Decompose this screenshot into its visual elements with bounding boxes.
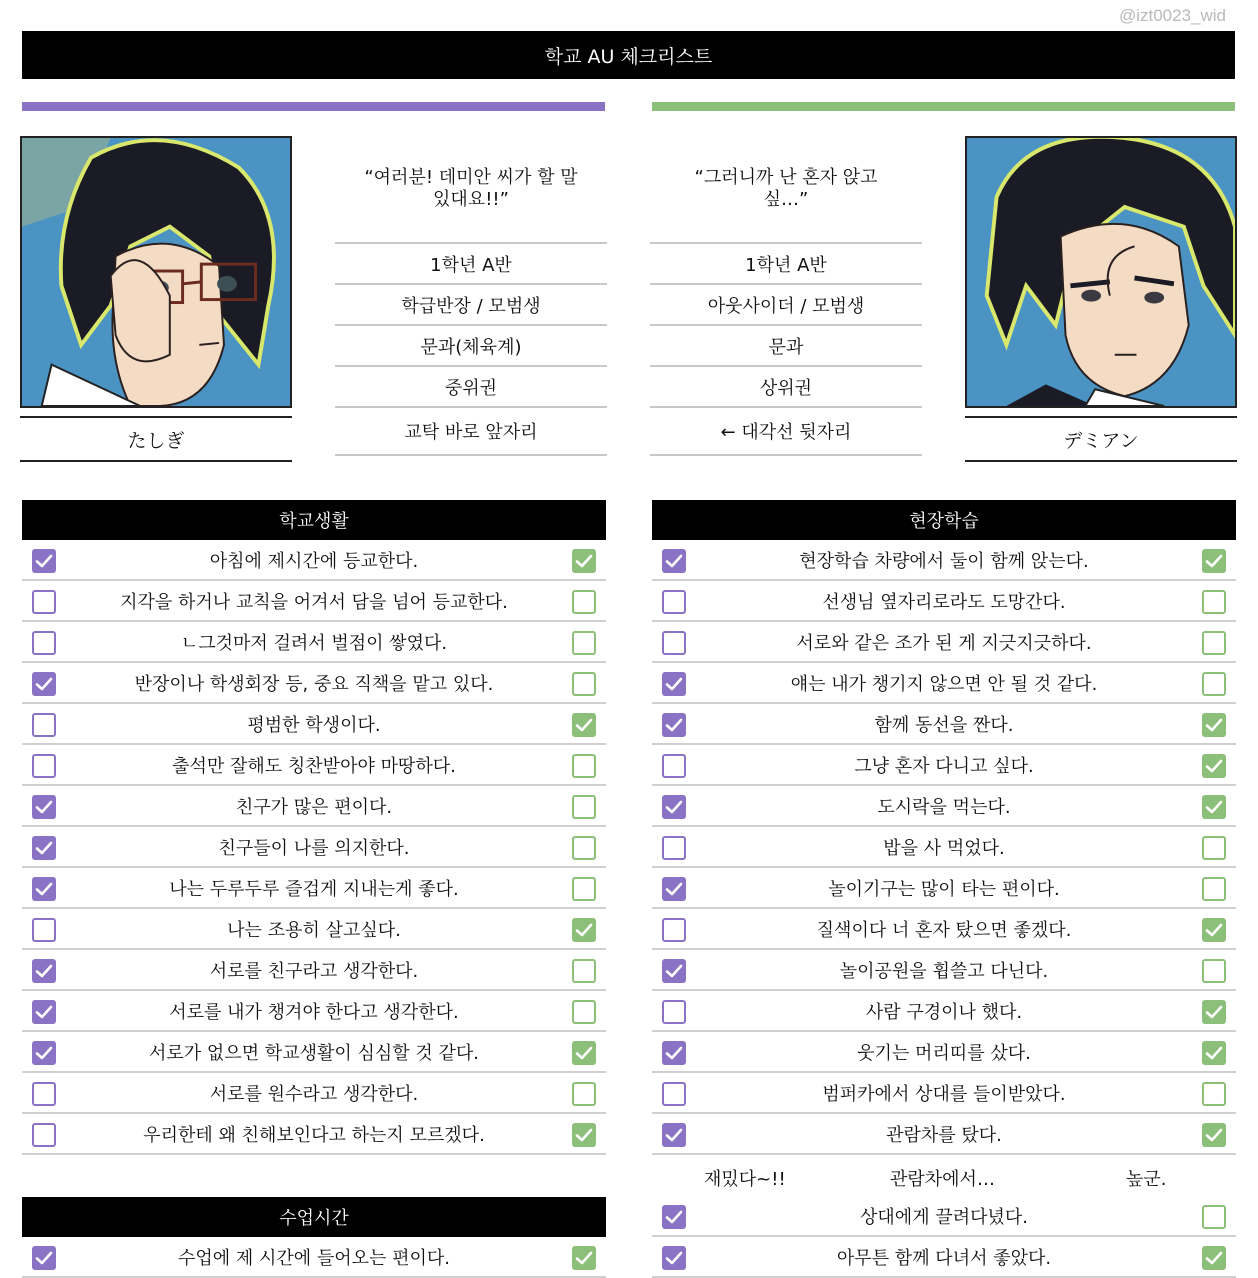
right-character-portrait	[965, 136, 1237, 408]
checklist-row	[652, 581, 1236, 622]
left-character-checkbox[interactable]	[32, 1041, 56, 1065]
section-field-trip	[652, 500, 1236, 1278]
left-character-checkbox[interactable]	[662, 959, 686, 983]
left-character-checkbox[interactable]	[662, 1000, 686, 1024]
checklist-row	[22, 827, 606, 868]
ferris-center-comment: 관람차에서…	[890, 1169, 995, 1190]
left-character-checkbox[interactable]	[32, 1246, 56, 1270]
checklist-row	[22, 1073, 606, 1114]
right-character-checkbox[interactable]	[572, 590, 596, 614]
left-character-checkbox[interactable]	[662, 754, 686, 778]
checklist-row	[22, 786, 606, 827]
checkmark-icon	[32, 672, 56, 696]
checklist-row	[652, 704, 1236, 745]
checklist-item-text: 밥을 사 먹었다.	[883, 837, 1005, 859]
checkmark-icon	[1202, 1246, 1226, 1270]
checklist-item-text: 현장학습 차량에서 둘이 함께 앉는다.	[799, 550, 1089, 572]
checklist-row	[652, 745, 1236, 786]
checklist-row	[652, 622, 1236, 663]
right-character-checkbox[interactable]	[1202, 1000, 1226, 1024]
checklist-item-text: ㄴ그것마저 걸려서 벌점이 쌓였다.	[180, 632, 448, 654]
right-character-checkbox[interactable]	[572, 672, 596, 696]
right-character-checkbox[interactable]	[572, 631, 596, 655]
checklist-row	[22, 1032, 606, 1073]
left-character-checkbox[interactable]	[662, 713, 686, 737]
left-character-checkbox[interactable]	[662, 918, 686, 942]
left-character-checkbox[interactable]	[662, 795, 686, 819]
left-accent-bar	[22, 102, 605, 111]
left-info-track: 문과(체육계)	[335, 324, 607, 365]
left-character-checkbox[interactable]	[32, 795, 56, 819]
checklist-item-text: 친구가 많은 편이다.	[235, 796, 393, 818]
right-character-checkbox[interactable]	[1202, 754, 1226, 778]
checkmark-icon	[1202, 795, 1226, 819]
field-trip-list-continued	[652, 1196, 1236, 1278]
left-character-checkbox[interactable]	[662, 877, 686, 901]
checkmark-icon	[32, 1246, 56, 1270]
checklist-row	[652, 540, 1236, 581]
checklist-row	[652, 1032, 1236, 1073]
left-character-checkbox[interactable]	[662, 590, 686, 614]
left-character-checkbox[interactable]	[32, 1082, 56, 1106]
right-character-checkbox[interactable]	[572, 877, 596, 901]
left-info-rank: 중위권	[335, 365, 607, 406]
checkmark-icon	[572, 1041, 596, 1065]
left-character-checkbox[interactable]	[662, 631, 686, 655]
checklist-row	[22, 663, 606, 704]
right-character-name: デミアン	[965, 416, 1237, 462]
checklist-item-text: 아무튼 함께 다녀서 좋았다.	[836, 1247, 1052, 1269]
checkmark-icon	[1202, 713, 1226, 737]
left-profile-info	[335, 136, 607, 456]
checklist-item-text: 도시락을 먹는다.	[877, 796, 1011, 818]
left-character-checkbox[interactable]	[32, 918, 56, 942]
checkmark-icon	[662, 1123, 686, 1147]
checklist-item-text: 서로와 같은 조가 된 게 지긋지긋하다.	[796, 632, 1092, 654]
checklist-item-text: 함께 동선을 짠다.	[874, 714, 1014, 736]
right-info-rank: 상위권	[650, 365, 922, 406]
checkmark-icon	[662, 549, 686, 573]
checklist-item-text: 서로가 없으면 학교생활이 심심할 것 같다.	[149, 1042, 479, 1064]
checkmark-icon	[1202, 918, 1226, 942]
section-school-life	[22, 500, 606, 1155]
right-character-checkbox[interactable]	[572, 549, 596, 573]
right-quote: “그러니까 난 혼자 앉고 싶…”	[694, 166, 878, 210]
checklist-item-text: 사람 구경이나 했다.	[865, 1001, 1023, 1023]
checkmark-icon	[572, 549, 596, 573]
right-character-checkbox[interactable]	[572, 1000, 596, 1024]
right-character-checkbox[interactable]	[1202, 1123, 1226, 1147]
school-life-list	[22, 540, 606, 1155]
checkmark-icon	[1202, 1123, 1226, 1147]
checkmark-icon	[572, 1246, 596, 1270]
left-info-class: 1학년 A반	[335, 242, 607, 283]
left-character-checkbox[interactable]	[662, 1082, 686, 1106]
right-character-checkbox[interactable]	[1202, 549, 1226, 573]
checklist-item-text: 평범한 학생이다.	[247, 714, 381, 736]
left-character-checkbox[interactable]	[32, 713, 56, 737]
left-character-checkbox[interactable]	[662, 836, 686, 860]
checklist-row	[652, 1114, 1236, 1155]
left-character-checkbox[interactable]	[32, 754, 56, 778]
checklist-item-text: 나는 조용히 살고싶다.	[227, 919, 401, 941]
checklist-item-text: 서로를 내가 챙겨야 한다고 생각한다.	[169, 1001, 459, 1023]
checklist-item-text: 그냥 혼자 다니고 싶다.	[854, 755, 1034, 777]
checklist-item-text: 선생님 옆자리로라도 도망간다.	[822, 591, 1066, 613]
left-character-checkbox[interactable]	[662, 1123, 686, 1147]
left-character-checkbox[interactable]	[32, 549, 56, 573]
left-quote: “여러분! 데미안 씨가 할 말 있대요!!”	[364, 166, 578, 210]
right-info-role: 아웃사이더 / 모범생	[650, 283, 922, 324]
right-character-checkbox[interactable]	[1202, 590, 1226, 614]
checkmark-icon	[32, 1000, 56, 1024]
left-character-checkbox[interactable]	[32, 836, 56, 860]
right-profile-info	[650, 136, 922, 456]
right-character-checkbox[interactable]	[1202, 1246, 1226, 1270]
left-character-checkbox[interactable]	[662, 549, 686, 573]
checkmark-icon	[1202, 1000, 1226, 1024]
checklist-row	[652, 950, 1236, 991]
checkmark-icon	[1202, 754, 1226, 778]
checklist-item-text: 질색이다 너 혼자 탔으면 좋겠다.	[816, 919, 1072, 941]
checklist-item-text: 놀이공원을 휩쓸고 다닌다.	[839, 960, 1049, 982]
left-character-checkbox[interactable]	[32, 590, 56, 614]
ferris-right-comment: 높군.	[1126, 1169, 1167, 1190]
left-character-name: たしぎ	[20, 416, 292, 462]
dark-haired-character-image	[967, 138, 1235, 406]
right-character-checkbox[interactable]	[1202, 877, 1226, 901]
right-character-checkbox[interactable]	[1202, 795, 1226, 819]
right-character-checkbox[interactable]	[572, 836, 596, 860]
checklist-row	[22, 909, 606, 950]
checklist-row	[22, 745, 606, 786]
checkmark-icon	[662, 1205, 686, 1229]
field-trip-list	[652, 540, 1236, 1155]
checklist-item-text: 우리한테 왜 친해보인다고 하는지 모르겠다.	[143, 1124, 485, 1146]
checklist-item-text: 놀이기구는 많이 타는 편이다.	[828, 878, 1060, 900]
checkmark-icon	[662, 959, 686, 983]
right-character-checkbox[interactable]	[1202, 918, 1226, 942]
checklist-row	[22, 540, 606, 581]
checklist-item-text: 친구들이 나를 의지한다.	[218, 837, 410, 859]
checklist-item-text: 얘는 내가 챙기지 않으면 안 될 것 같다.	[790, 673, 1098, 695]
left-character-checkbox[interactable]	[662, 1205, 686, 1229]
left-character-checkbox[interactable]	[32, 1000, 56, 1024]
left-character-checkbox[interactable]	[32, 1123, 56, 1147]
checklist-row	[652, 868, 1236, 909]
page-title: 학교 AU 체크리스트	[22, 31, 1235, 79]
right-character-checkbox[interactable]	[1202, 713, 1226, 737]
section-class-time	[22, 1197, 606, 1278]
checklist-item-text: 서로를 친구라고 생각한다.	[209, 960, 419, 982]
right-character-checkbox[interactable]	[572, 959, 596, 983]
checklist-row	[652, 827, 1236, 868]
checklist-row	[22, 622, 606, 663]
right-character-checkbox[interactable]	[572, 1041, 596, 1065]
checkmark-icon	[32, 836, 56, 860]
checklist-row	[652, 909, 1236, 950]
watermark: @izt0023_wid	[1118, 6, 1226, 25]
left-info-seat: 교탁 바로 앞자리	[335, 406, 607, 456]
left-character-checkbox[interactable]	[662, 1041, 686, 1065]
checklist-row	[652, 1073, 1236, 1114]
left-character-checkbox[interactable]	[32, 631, 56, 655]
checklist-row	[22, 991, 606, 1032]
right-info-class: 1학년 A반	[650, 242, 922, 283]
checkmark-icon	[662, 877, 686, 901]
checklist-item-text: 출석만 잘해도 칭찬받아야 마땅하다.	[172, 755, 456, 777]
section-title: 현장학습	[652, 500, 1236, 540]
right-character-checkbox[interactable]	[1202, 1082, 1226, 1106]
checklist-item-text: 상대에게 끌려다녔다.	[860, 1206, 1028, 1228]
checkmark-icon	[1202, 1041, 1226, 1065]
checkmark-icon	[32, 1041, 56, 1065]
right-character-checkbox[interactable]	[1202, 959, 1226, 983]
checkmark-icon	[662, 713, 686, 737]
checklist-item-text: 수업에 제 시간에 들어오는 편이다.	[177, 1247, 451, 1269]
checklist-item-text: 아침에 제시간에 등교한다.	[209, 550, 419, 572]
left-character-checkbox[interactable]	[662, 1246, 686, 1270]
checkmark-icon	[32, 795, 56, 819]
right-info-seat: ← 대각선 뒷자리	[650, 406, 922, 456]
left-character-checkbox[interactable]	[32, 959, 56, 983]
checkmark-icon	[662, 1041, 686, 1065]
ferris-wheel-row	[652, 1155, 1236, 1196]
glasses-character-image	[22, 138, 290, 406]
right-character-checkbox[interactable]	[572, 1246, 596, 1270]
right-accent-bar	[652, 102, 1235, 111]
checkmark-icon	[662, 672, 686, 696]
right-info-track: 문과	[650, 324, 922, 365]
checklist-item-text: 서로를 원수라고 생각한다.	[209, 1083, 419, 1105]
right-character-checkbox[interactable]	[572, 795, 596, 819]
checkmark-icon	[32, 877, 56, 901]
checklist-row	[652, 991, 1236, 1032]
section-title: 수업시간	[22, 1197, 606, 1237]
checkmark-icon	[572, 1123, 596, 1147]
checklist-row	[22, 868, 606, 909]
checkmark-icon	[662, 1246, 686, 1270]
right-character-checkbox[interactable]	[1202, 631, 1226, 655]
left-info-role: 학급반장 / 모범생	[335, 283, 607, 324]
checkmark-icon	[662, 795, 686, 819]
section-title: 학교생활	[22, 500, 606, 540]
left-character-checkbox[interactable]	[662, 672, 686, 696]
checklist-row	[652, 1196, 1236, 1237]
checklist-item-text: 범퍼카에서 상대를 들이받았다.	[822, 1083, 1066, 1105]
checklist-item-text: 웃기는 머리띠를 샀다.	[857, 1042, 1031, 1064]
checklist-item-text: 반장이나 학생회장 등, 중요 직책을 맡고 있다.	[134, 673, 494, 695]
right-character-checkbox[interactable]	[572, 754, 596, 778]
checklist-row	[22, 581, 606, 622]
right-character-checkbox[interactable]	[1202, 672, 1226, 696]
checkmark-icon	[572, 918, 596, 942]
checklist-row	[22, 704, 606, 745]
checklist-item-text: 관람차를 탔다.	[886, 1124, 1002, 1146]
right-character-checkbox[interactable]	[1202, 1041, 1226, 1065]
checklist-row	[22, 1114, 606, 1155]
checklist-item-text: 지각을 하거나 교칙을 어겨서 담을 넘어 등교한다.	[120, 591, 508, 613]
checkmark-icon	[32, 549, 56, 573]
left-character-checkbox[interactable]	[32, 877, 56, 901]
right-character-checkbox[interactable]	[572, 918, 596, 942]
checkmark-icon	[1202, 549, 1226, 573]
right-character-checkbox[interactable]	[1202, 836, 1226, 860]
right-character-checkbox[interactable]	[572, 713, 596, 737]
checkmark-icon	[32, 959, 56, 983]
left-character-checkbox[interactable]	[32, 672, 56, 696]
checklist-row	[652, 663, 1236, 704]
checkmark-icon	[572, 713, 596, 737]
ferris-left-comment: 재밌다~!!	[704, 1169, 786, 1190]
right-character-checkbox[interactable]	[572, 1082, 596, 1106]
checklist-row	[22, 950, 606, 991]
left-character-portrait	[20, 136, 292, 408]
right-character-checkbox[interactable]	[1202, 1205, 1226, 1229]
checklist-item-text: 나는 두루두루 즐겁게 지내는게 좋다.	[169, 878, 459, 900]
right-character-checkbox[interactable]	[572, 1123, 596, 1147]
checklist-row	[652, 786, 1236, 827]
